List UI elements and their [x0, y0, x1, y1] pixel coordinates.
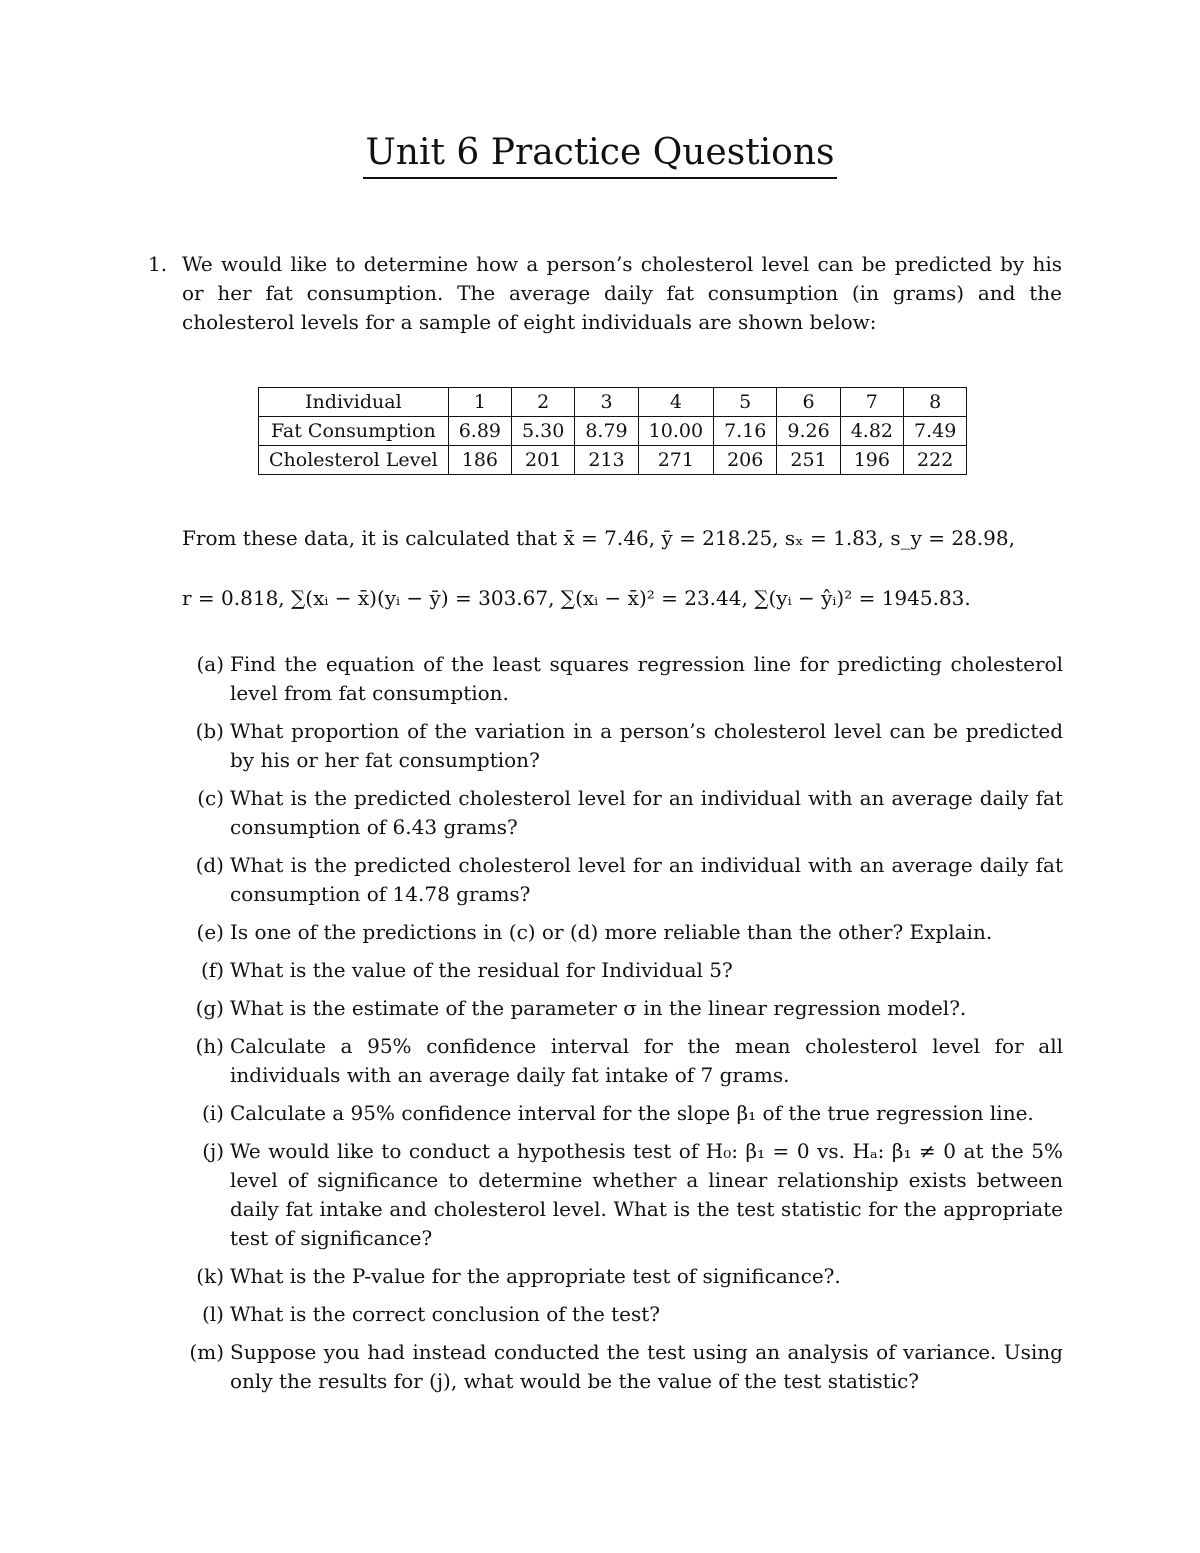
part-label: (j) [202, 1139, 224, 1163]
table-cell: 201 [512, 446, 575, 475]
table-cell: 2 [512, 388, 575, 417]
part-label: (f) [200, 958, 224, 982]
part-label: (d) [195, 853, 224, 877]
part-label: (k) [196, 1264, 224, 1288]
question-parts-list [178, 650, 1063, 1405]
question-part [178, 1338, 1063, 1396]
part-text: Calculate a 95% confidence interval for the mean cholesterol level for all individuals with an average daily fat intake of 7 grams. [230, 1034, 1063, 1087]
table-cell: 1 [448, 388, 511, 417]
table-cell: 206 [714, 446, 777, 475]
table-cell: 196 [840, 446, 903, 475]
table-cell: 5 [714, 388, 777, 417]
part-text: What is the estimate of the parameter σ in the linear regression model?. [230, 996, 967, 1020]
table-cell: 8 [904, 388, 967, 417]
summary-stats-line-2: r = 0.818, ∑(xᵢ − x̄)(yᵢ − ȳ) = 303.67, ∑(xᵢ − x̄)² = 23.44, ∑(yᵢ − ŷᵢ)² = 1945.83. [182, 586, 971, 610]
table-row [259, 388, 967, 417]
part-text: What is the predicted cholesterol level for an individual with an average daily fat consumption of 14.78 grams? [230, 853, 1063, 906]
table-cell: 251 [777, 446, 840, 475]
question-part [178, 717, 1063, 775]
table-cell: 222 [904, 446, 967, 475]
table-cell: 10.00 [638, 417, 713, 446]
part-label: (m) [189, 1340, 224, 1364]
table-row [259, 417, 967, 446]
part-text: What is the predicted cholesterol level for an individual with an average daily fat consumption of 6.43 grams? [230, 786, 1063, 839]
row-label: Fat Consumption [259, 417, 449, 446]
table-cell: 213 [575, 446, 638, 475]
question-number: 1. [148, 252, 168, 276]
part-label: (c) [197, 786, 224, 810]
question-part [178, 918, 1063, 947]
table-cell: 7.49 [904, 417, 967, 446]
part-label: (h) [195, 1034, 224, 1058]
question-part [178, 1137, 1063, 1253]
table-cell: 186 [448, 446, 511, 475]
table-cell: 4 [638, 388, 713, 417]
part-text: We would like to conduct a hypothesis test of H₀: β₁ = 0 vs. Hₐ: β₁ ≠ 0 at the 5% level of significance to determine whether a linear relationship exists between daily fat intake and cholesterol level. What is the test statistic for the appropriate test of significance? [230, 1139, 1064, 1250]
part-label: (g) [195, 996, 224, 1020]
question-part [178, 956, 1063, 985]
table-cell: 6.89 [448, 417, 511, 446]
part-text: Calculate a 95% confidence interval for the slope β₁ of the true regression line. [230, 1101, 1034, 1125]
part-text: Is one of the predictions in (c) or (d) more reliable than the other? Explain. [230, 920, 993, 944]
question-part [178, 1032, 1063, 1090]
part-text: What is the value of the residual for Individual 5? [230, 958, 733, 982]
question-part [178, 851, 1063, 909]
table-cell: 7.16 [714, 417, 777, 446]
question-intro: We would like to determine how a person’s cholesterol level can be predicted by his or her fat consumption. The average daily fat consumption (in grams) and the cholesterol levels for a sample of eight individuals are shown below: [182, 252, 1062, 334]
data-table [258, 387, 967, 475]
question-part [178, 1099, 1063, 1128]
row-label: Individual [259, 388, 449, 417]
question-part [178, 784, 1063, 842]
part-label: (l) [201, 1302, 224, 1326]
part-text: What is the correct conclusion of the test? [230, 1302, 661, 1326]
table-cell: 4.82 [840, 417, 903, 446]
table-cell: 8.79 [575, 417, 638, 446]
question-part [178, 994, 1063, 1023]
question-part [178, 1262, 1063, 1291]
table-cell: 7 [840, 388, 903, 417]
table-cell: 9.26 [777, 417, 840, 446]
part-text: What proportion of the variation in a person’s cholesterol level can be predicted by his or her fat consumption? [230, 719, 1063, 772]
row-label: Cholesterol Level [259, 446, 449, 475]
table-cell: 3 [575, 388, 638, 417]
part-text: Find the equation of the least squares regression line for predicting cholesterol level from fat consumption. [230, 652, 1063, 705]
table-cell: 5.30 [512, 417, 575, 446]
question-part [178, 1300, 1063, 1329]
part-text: Suppose you had instead conducted the test using an analysis of variance. Using only the results for (j), what would be the value of the test statistic? [230, 1340, 1063, 1393]
table-cell: 6 [777, 388, 840, 417]
part-label: (i) [201, 1101, 224, 1125]
summary-stats-line-1: From these data, it is calculated that x̄ = 7.46, ȳ = 218.25, sₓ = 1.83, s_y = 28.98, [182, 526, 1015, 550]
part-label: (b) [195, 719, 224, 743]
part-label: (a) [196, 652, 224, 676]
table-cell: 271 [638, 446, 713, 475]
table-row [259, 446, 967, 475]
page-title: Unit 6 Practice Questions [0, 132, 1200, 179]
part-label: (e) [196, 920, 224, 944]
question-part [178, 650, 1063, 708]
part-text: What is the P-value for the appropriate test of significance?. [230, 1264, 841, 1288]
